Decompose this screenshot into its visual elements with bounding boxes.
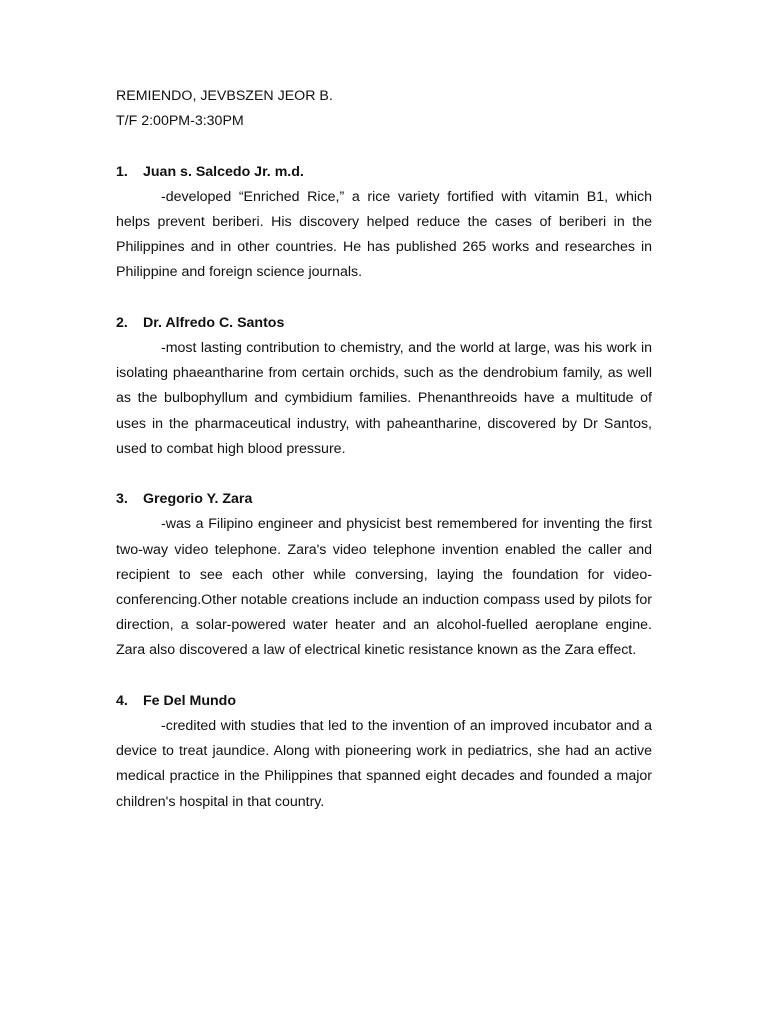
entry-number: 2. [116,314,128,331]
student-name: REMIENDO, JEVBSZEN JEOR B. [116,88,333,104]
entry-number: 3. [116,491,128,508]
entry-body: -credited with studies that led to the invention of an improved incubator and a device to treat jaundice. Along with pioneering work in pediatrics, she had an active medical practice in the Philippines that spanned eight decades and founded a major children's hospital in that country. [116,718,652,810]
entry-item [116,311,652,462]
entry-title [116,160,652,185]
entry-name: Gregorio Y. Zara [143,491,253,508]
entry-number: 1. [116,163,128,180]
entry-name: Dr. Alfredo C. Santos [143,314,285,331]
entry-name: Juan s. Salcedo Jr. m.d. [143,163,304,180]
class-schedule: T/F 2:00PM-3:30PM [116,113,244,130]
entry-item [116,160,652,286]
entry-body: -developed “Enriched Rice,” a rice variety fortified with vitamin B1, which helps prevent beriberi. His discovery helped reduce the cases of beriberi in the Philippines and in other countries. He has published 265 works and researches in Philippine and foreign science journals. [116,188,652,281]
entry-item [116,487,652,663]
entry-name: Fe Del Mundo [143,692,237,709]
entry-title [116,689,652,714]
document-page [116,84,652,840]
entry-number: 4. [116,692,128,709]
entry-item [116,689,652,815]
entry-body: -was a Filipino engineer and physicist best remembered for inventing the first two-way video telephone. Zara's video telephone invention enabled the caller and recipient to see each other while conversing, laying the foundation for video-conferencing.Other notable creations include an induction compass used by pilots for direction, a solar-powered water heater and an alcohol-fuelled aeroplane engine. Zara also discovered a law of electrical kinetic resistance known as the Zara effect. [116,516,652,659]
entry-title [116,311,652,336]
entry-title [116,487,652,512]
spacer [116,134,652,159]
entry-body: -most lasting contribution to chemistry, and the world at large, was his work in isolating phaeantharine from certain orchids, such as the dendrobium family, as well as the bulbophyllum and cymbidium families. Phenanthreoids have a multitude of uses in the pharmaceutical industry, with paheantharine, discovered by Dr Santos, used to combat high blood pressure. [116,340,652,457]
